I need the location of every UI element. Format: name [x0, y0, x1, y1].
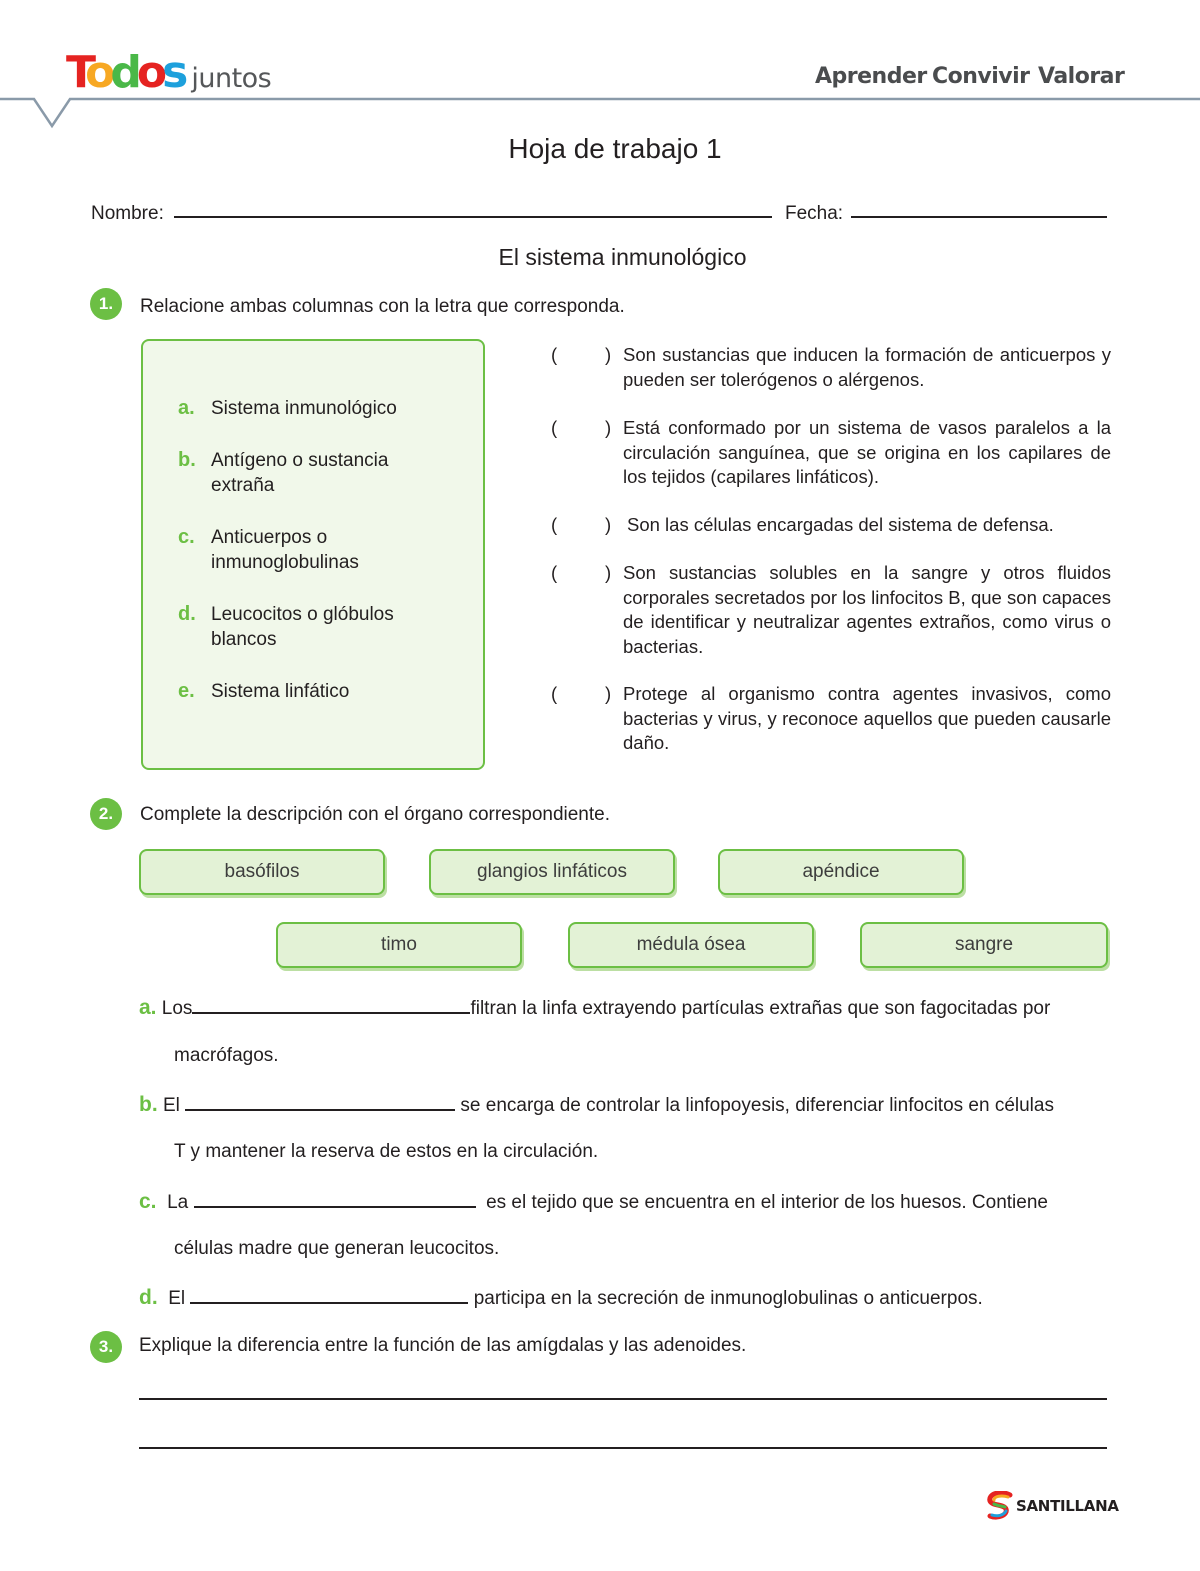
- question-3-prompt: Explique la diferencia entre la función de las amígdalas y las adenoides.: [139, 1335, 747, 1356]
- publisher-name: SANTILLANA: [1016, 1497, 1119, 1515]
- word-chip-glangios[interactable]: glangios linfáticos: [429, 849, 675, 895]
- answer-slot-1[interactable]: [551, 343, 623, 392]
- option-e: e. Sistema linfático: [178, 680, 350, 702]
- option-d: d. Leucocitos o glóbulos blancos: [178, 603, 394, 650]
- date-field[interactable]: [851, 216, 1107, 218]
- fill-item-d: d. El participa en la secreción de inmunoglobulinas o anticuerpos.: [139, 1286, 983, 1309]
- statement-5: ( ) Protege al organismo contra agentes invasivos, como bacterias y virus, y reconoce aquellos que pueden causarle daño.: [551, 682, 1111, 756]
- option-b: b. Antígeno o sustancia extraña: [178, 449, 389, 496]
- name-field[interactable]: [174, 216, 772, 218]
- blank-a[interactable]: [192, 994, 470, 1014]
- answer-line-2[interactable]: [139, 1447, 1107, 1449]
- question-1-prompt: Relacione ambas columnas con la letra que corresponda.: [140, 296, 625, 317]
- answer-slot-2[interactable]: [551, 416, 623, 490]
- nav-aprender: Aprender: [815, 64, 927, 89]
- header-divider: [0, 96, 1200, 136]
- question-1-number: 1.: [90, 288, 122, 320]
- answer-slot-4[interactable]: [551, 561, 623, 659]
- fill-item-b-cont: T y mantener la reserva de estos en la circulación.: [174, 1141, 599, 1162]
- nav-convivir: Convivir: [932, 64, 1030, 89]
- nav-valorar: Valorar: [1038, 64, 1125, 89]
- answer-slot-5[interactable]: [551, 682, 623, 756]
- statement-3: ( ) Son las células encargadas del sistema de defensa.: [551, 513, 1111, 538]
- word-chip-timo[interactable]: timo: [276, 922, 522, 968]
- fill-item-c: c. La es el tejido que se encuentra en el interior de los huesos. Contiene: [139, 1190, 1048, 1213]
- blank-d[interactable]: [190, 1284, 468, 1304]
- word-chip-apendice[interactable]: apéndice: [718, 849, 964, 895]
- name-label: Nombre:: [91, 203, 164, 224]
- answer-slot-3[interactable]: [551, 513, 623, 538]
- word-chip-medula[interactable]: médula ósea: [568, 922, 814, 968]
- statement-4: ( ) Son sustancias solubles en la sangre y otros fluidos corporales secretados por los linfocitos B, que son capaces de identificar y neutralizar agentes extraños, como virus o bacterias.: [551, 561, 1111, 659]
- word-chip-sangre[interactable]: sangre: [860, 922, 1108, 968]
- blank-c[interactable]: [194, 1188, 476, 1208]
- question-2-prompt: Complete la descripción con el órgano correspondiente.: [140, 804, 610, 825]
- topic-heading: El sistema inmunológico: [498, 244, 747, 270]
- fill-item-b: b. El se encarga de controlar la linfopoyesis, diferenciar linfocitos en células: [139, 1093, 1054, 1116]
- question-2-number: 2.: [90, 798, 122, 830]
- fill-item-c-cont: células madre que generan leucocitos.: [174, 1238, 500, 1259]
- santillana-mark-icon: [986, 1491, 1014, 1521]
- statement-1: ( ) Son sustancias que inducen la formación de anticuerpos y pueden ser tolerógenos o alérgenos.: [551, 343, 1111, 392]
- question-3-number: 3.: [90, 1331, 122, 1363]
- page-title: Hoja de trabajo 1: [508, 133, 722, 164]
- date-label: Fecha:: [785, 203, 844, 224]
- todos-juntos-logo: [66, 48, 271, 98]
- santillana-logo: [986, 1491, 1119, 1521]
- logo-suffix: juntos: [191, 63, 272, 94]
- answer-line-1[interactable]: [139, 1398, 1107, 1400]
- fill-item-a: a. Los filtran la linfa extrayendo partículas extrañas que son fagocitadas por: [139, 996, 1051, 1019]
- statement-2: ( ) Está conformado por un sistema de vasos paralelos a la circulación sanguínea, que se origina en los capilares de los tejidos (capilares linfáticos).: [551, 416, 1111, 490]
- word-chip-basofilos[interactable]: basófilos: [139, 849, 385, 895]
- blank-b[interactable]: [185, 1091, 455, 1111]
- option-a: a. Sistema inmunológico: [178, 397, 397, 419]
- logo-wordmark: Todos: [66, 47, 184, 98]
- option-c: c. Anticuerpos o inmunoglobulinas: [178, 526, 359, 573]
- fill-item-a-cont: macrófagos.: [174, 1045, 279, 1066]
